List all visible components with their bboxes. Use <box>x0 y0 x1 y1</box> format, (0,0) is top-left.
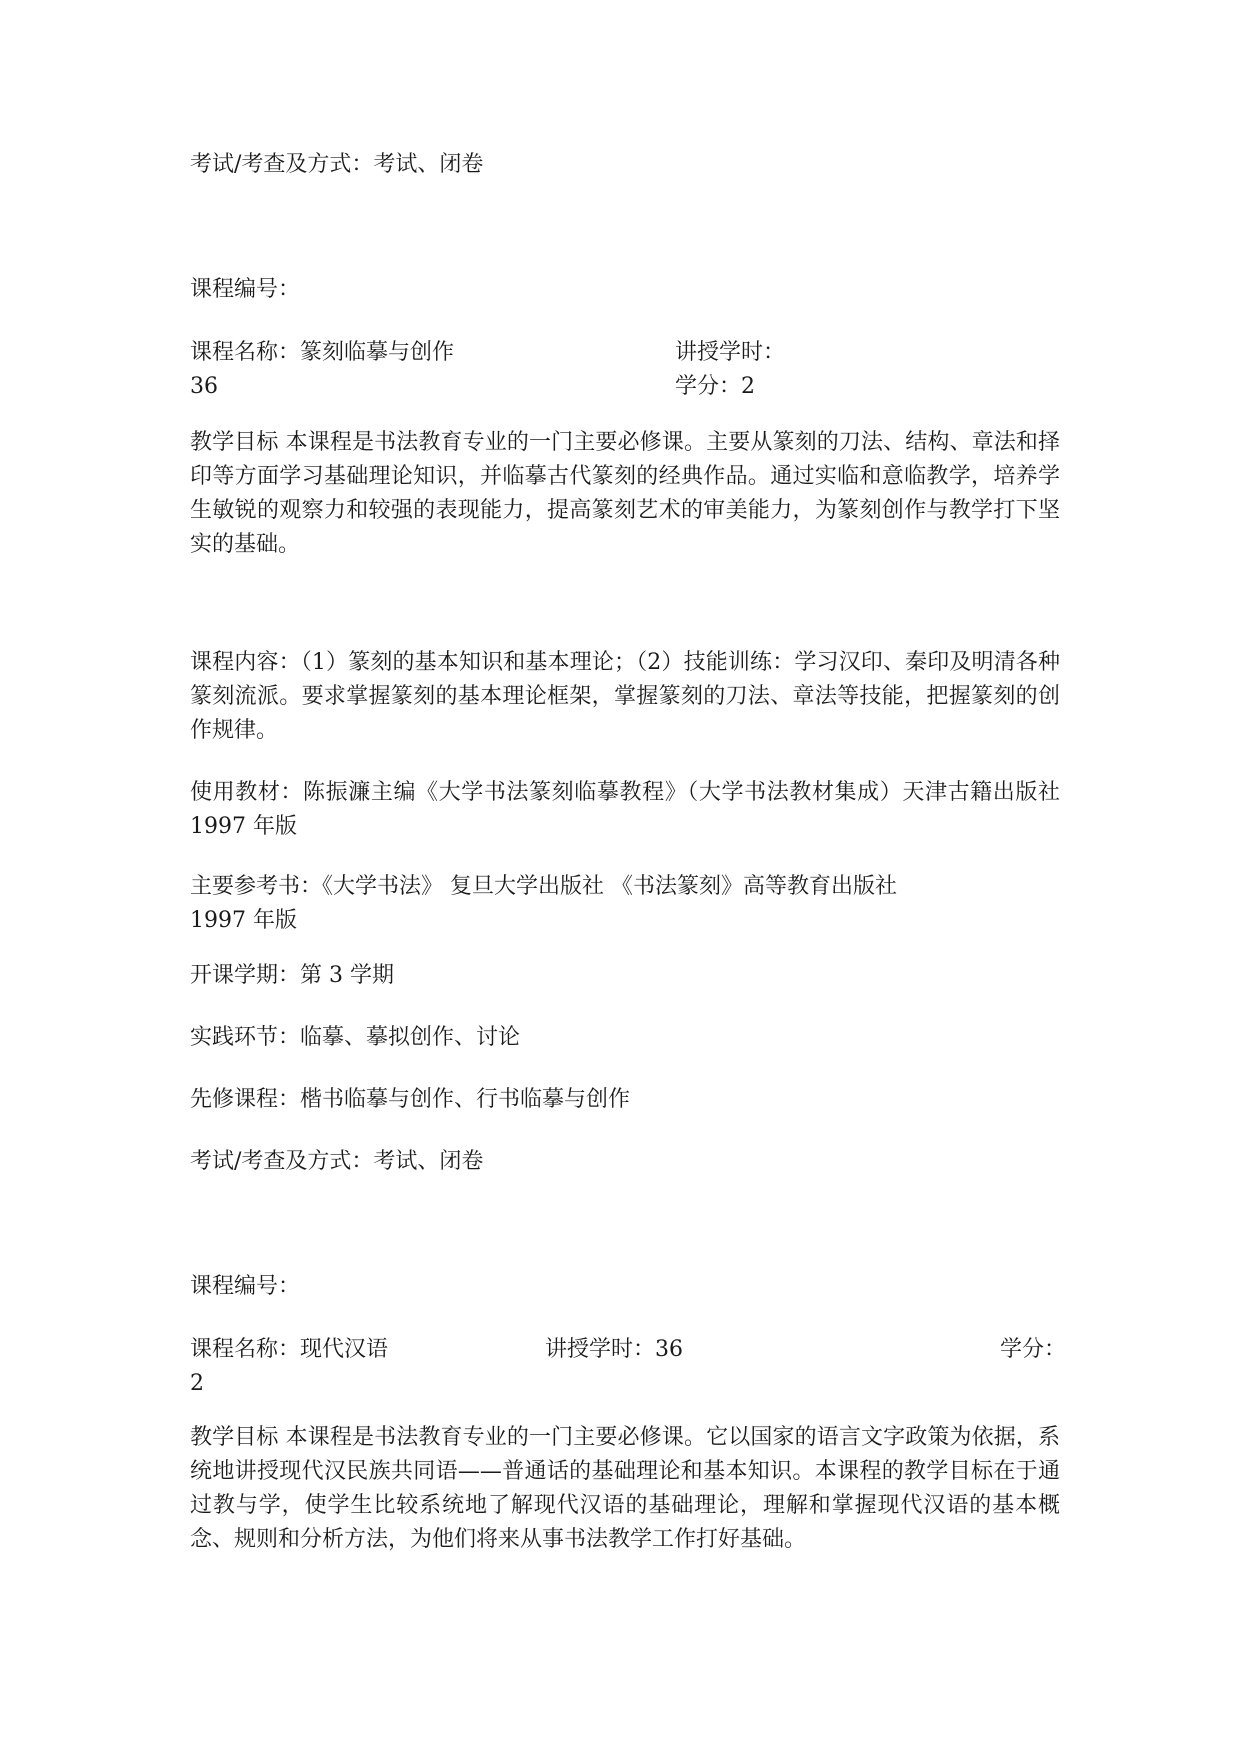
course1-code-label: 课程编号： <box>190 277 301 302</box>
exam-method-top: 考试/考查及方式：考试、闭卷 <box>190 152 484 177</box>
course2-code-label: 课程编号： <box>190 1274 301 1299</box>
course2-goal: 教学目标 本课程是书法教育专业的一门主要必修课。它以国家的语言文字政策为依据，系统地讲授现代汉民族共同语——普通话的基础理论和基本知识。本课程的教学目标在于通过教与学，使学生比较系统地了解现代汉语的基础理论，理解和掌握现代汉语的基本概念、规则和分析方法，为他们将来从事书法教学工作打好基础。 <box>190 1425 1060 1552</box>
course1-exam-method: 考试/考查及方式：考试、闭卷 <box>190 1149 484 1174</box>
course2-name: 课程名称：现代汉语 <box>190 1337 389 1362</box>
course1-content: 课程内容：（1）篆刻的基本知识和基本理论；（2）技能训练：学习汉印、秦印及明清各种篆刻流派。要求掌握篆刻的基本理论框架，掌握篆刻的刀法、章法等技能，把握篆刻的创作规律。 <box>190 650 1060 743</box>
course1-hours-value: 36 <box>190 374 218 399</box>
course1-practice: 实践环节：临摹、摹拟创作、讨论 <box>190 1025 521 1050</box>
course1-prerequisites: 先修课程：楷书临摹与创作、行书临摹与创作 <box>190 1087 631 1112</box>
course1-goal: 教学目标 本课程是书法教育专业的一门主要必修课。主要从篆刻的刀法、结构、章法和择印等方面学习基础理论知识，并临摹古代篆刻的经典作品。通过实临和意临教学，培养学生敏锐的观察力和较强的表现能力，提高篆刻艺术的审美能力，为篆刻创作与教学打下坚实的基础。 <box>190 430 1060 557</box>
course1-hours-label: 讲授学时： <box>675 340 786 365</box>
course1-semester: 开课学期：第 3 学期 <box>190 963 394 988</box>
course1-name: 课程名称：篆刻临摹与创作 <box>190 340 455 365</box>
course1-references: 主要参考书：《大学书法》 复旦大学出版社 《书法篆刻》高等教育出版社 <box>190 874 897 899</box>
course2-credit-label: 学分： <box>1000 1337 1067 1362</box>
course1-textbook: 使用教材：陈振濂主编《大学书法篆刻临摹教程》（大学书法教材集成）天津古籍出版社 1997 年版 <box>190 780 1060 839</box>
course2-hours: 讲授学时：36 <box>545 1337 683 1362</box>
course2-credit-value: 2 <box>190 1371 204 1396</box>
course1-references-year: 1997 年版 <box>190 908 297 933</box>
course1-credit: 学分：2 <box>675 374 755 399</box>
